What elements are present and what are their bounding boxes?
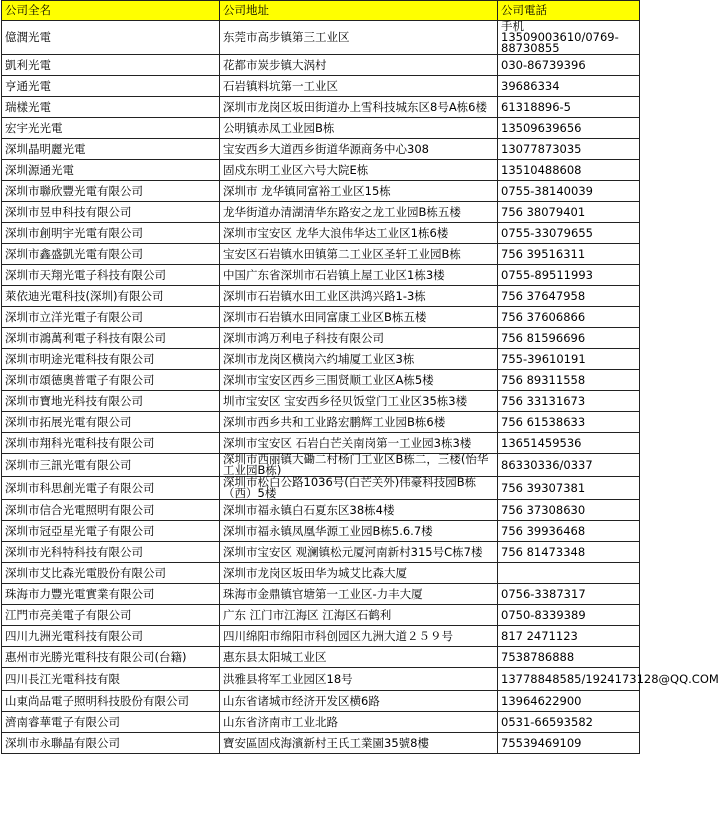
cell-address: 深圳市宝安区 观澜镇松元厦河南新村315号C栋7楼 <box>220 542 498 563</box>
cell-address: 深圳市福永镇白石夏东区38栋4楼 <box>220 500 498 521</box>
cell-name: 深圳市天翔光電子科技有限公司 <box>2 265 220 286</box>
cell-name: 四川九洲光電科技有限公司 <box>2 626 220 647</box>
cell-name: 深圳市鑫盛凱光電有限公司 <box>2 244 220 265</box>
cell-name: 深圳晶明麗光電 <box>2 139 220 160</box>
cell-address: 公明镇赤凤工业园B栋 <box>220 118 498 139</box>
table-header-row <box>2 1 640 21</box>
cell-name: 深圳市鴻萬利電子科技有限公司 <box>2 328 220 349</box>
table-row <box>2 500 640 521</box>
cell-address: 圳市宝安区 宝安西乡径贝饭堂门工业区35栋3楼 <box>220 391 498 412</box>
cell-address: 宝安区石岩镇水田镇第二工业区圣轩工业园B栋 <box>220 244 498 265</box>
cell-name: 深圳市光科特科技有限公司 <box>2 542 220 563</box>
cell-phone: 13651459536 <box>498 433 640 454</box>
cell-phone: 61318896-5 <box>498 97 640 118</box>
cell-phone: 756 61538633 <box>498 412 640 433</box>
cell-phone: 0750-8339389 <box>498 605 640 626</box>
cell-phone: 755-39610191 <box>498 349 640 370</box>
cell-address: 深圳市石岩镇水田工业区洪鸿兴路1-3栋 <box>220 286 498 307</box>
cell-phone: 756 39307381 <box>498 477 640 500</box>
cell-phone <box>498 563 640 584</box>
cell-name: 深圳市立洋光電子有限公司 <box>2 307 220 328</box>
cell-phone: 13077873035 <box>498 139 640 160</box>
table-row <box>2 605 640 626</box>
cell-phone: 7538786888 <box>498 647 640 668</box>
cell-name: 深圳市三訊光電有限公司 <box>2 454 220 477</box>
cell-address: 龙华街道办清湖清华东路安之龙工业园B栋五楼 <box>220 202 498 223</box>
cell-name: 深圳市聯欣豐光電有限公司 <box>2 181 220 202</box>
cell-phone: 13510488608 <box>498 160 640 181</box>
cell-phone: 13509639656 <box>498 118 640 139</box>
table-row <box>2 349 640 370</box>
table-row <box>2 55 640 76</box>
cell-address: 山东省济南市工业北路 <box>220 712 498 733</box>
cell-name: 深圳市翔科光電科技有限公司 <box>2 433 220 454</box>
cell-name: 江門市亮美電子有限公司 <box>2 605 220 626</box>
cell-address: 固戍东明工业区六号大院E栋 <box>220 160 498 181</box>
company-table <box>1 0 719 754</box>
table-row <box>2 160 640 181</box>
table-row <box>2 647 640 668</box>
cell-phone: 756 81473348 <box>498 542 640 563</box>
cell-phone: 756 37606866 <box>498 307 640 328</box>
table-row <box>2 668 640 691</box>
cell-address: 深圳市龙岗区坂田街道办上雪科技城东区8号A栋6楼 <box>220 97 498 118</box>
cell-address: 深圳市宝安区西乡三围贤顺工业区A栋5楼 <box>220 370 498 391</box>
table-row <box>2 307 640 328</box>
cell-name: 萊依迪光電科技(深圳)有限公司 <box>2 286 220 307</box>
cell-address: 深圳市石岩镇水田同富康工业区B栋五楼 <box>220 307 498 328</box>
cell-name: 深圳市信合光電照明有限公司 <box>2 500 220 521</box>
cell-address: 深圳市西丽镇大磡二村杨门工业区B栋二，三楼(怡华工业园B栋) <box>220 454 498 477</box>
table-row <box>2 202 640 223</box>
cell-name: 深圳市明途光電科技有限公司 <box>2 349 220 370</box>
cell-name: 深圳市科思創光電子有限公司 <box>2 477 220 500</box>
cell-name: 亨通光電 <box>2 76 220 97</box>
table-row <box>2 244 640 265</box>
table-row <box>2 584 640 605</box>
cell-address: 宝安西乡大道西乡街道华源商务中心308 <box>220 139 498 160</box>
cell-phone: 756 37647958 <box>498 286 640 307</box>
cell-name: 深圳市艾比森光電股份有限公司 <box>2 563 220 584</box>
cell-phone: 0755-38140039 <box>498 181 640 202</box>
table-row <box>2 412 640 433</box>
table-row <box>2 265 640 286</box>
table-row <box>2 370 640 391</box>
cell-phone: 75539469109 <box>498 733 640 754</box>
table-row <box>2 626 640 647</box>
cell-address: 深圳市宝安区 龙华大浪伟华达工业区1栋6楼 <box>220 223 498 244</box>
table-row <box>2 286 640 307</box>
cell-name: 深圳市寶地光科技有限公司 <box>2 391 220 412</box>
cell-phone: 86330336/0337 <box>498 454 640 477</box>
header-name: 公司全名 <box>2 1 220 21</box>
cell-address: 中国广东省深圳市石岩镇上屋工业区1栋3楼 <box>220 265 498 286</box>
cell-address: 深圳市龙岗区横岗六约埔厦工业区3栋 <box>220 349 498 370</box>
table-row <box>2 454 640 477</box>
table-row <box>2 391 640 412</box>
table-row <box>2 328 640 349</box>
cell-name: 深圳市永聯晶有限公司 <box>2 733 220 754</box>
cell-address: 珠海市金鼎镇官塘第一工业区-力丰大厦 <box>220 584 498 605</box>
table-body <box>2 19 719 754</box>
cell-address: 花都市炭步镇大涡村 <box>220 55 498 76</box>
cell-name: 惠州市光勝光電科技有限公司(台籍) <box>2 647 220 668</box>
table-row <box>2 542 640 563</box>
cell-address: 深圳市 龙华镇同富裕工业区15栋 <box>220 181 498 202</box>
cell-phone: 0756-3387317 <box>498 584 640 605</box>
cell-name: 深圳市頌德奧普電子有限公司 <box>2 370 220 391</box>
cell-name: 珠海市力豐光電實業有限公司 <box>2 584 220 605</box>
cell-address: 东莞市高步镇第三工业区 <box>220 21 498 55</box>
table-row <box>2 477 640 500</box>
table-row <box>2 563 640 584</box>
cell-address: 寶安區固戍海濱新村王氏工業園35號8樓 <box>220 733 498 754</box>
cell-phone: 756 81596696 <box>498 328 640 349</box>
cell-name: 濟南睿華電子有限公司 <box>2 712 220 733</box>
cell-phone: 756 38079401 <box>498 202 640 223</box>
cell-name: 深圳市昱申科技有限公司 <box>2 202 220 223</box>
cell-phone: 0755-33079655 <box>498 223 640 244</box>
cell-name: 深圳源通光電 <box>2 160 220 181</box>
table-row <box>2 21 640 55</box>
cell-phone: 817 2471123 <box>498 626 640 647</box>
table-row <box>2 223 640 244</box>
table-row <box>2 712 640 733</box>
cell-address: 山东省诸城市经济开发区横6路 <box>220 691 498 712</box>
cell-address: 石岩镇料坑第一工业区 <box>220 76 498 97</box>
table-row <box>2 181 640 202</box>
table-row <box>2 691 640 712</box>
cell-phone: 0755-89511993 <box>498 265 640 286</box>
cell-phone: 手机13509003610/0769-88730855 <box>498 21 640 55</box>
cell-name: 山東尚品電子照明科技股份有限公司 <box>2 691 220 712</box>
cell-address: 深圳市西乡共和工业路宏鹏辉工业园B栋6楼 <box>220 412 498 433</box>
table-row <box>2 118 640 139</box>
cell-phone: 756 37308630 <box>498 500 640 521</box>
cell-phone: 13778848585/1924173128@QQ.COM <box>498 668 640 691</box>
cell-phone: 13964622900 <box>498 691 640 712</box>
cell-name: 宏宇光光電 <box>2 118 220 139</box>
table-row <box>2 521 640 542</box>
cell-address: 深圳市宝安区 石岩白芒关南岗第一工业园3栋3楼 <box>220 433 498 454</box>
cell-phone: 030-86739396 <box>498 55 640 76</box>
cell-name: 億潤光電 <box>2 21 220 55</box>
cell-phone: 756 39516311 <box>498 244 640 265</box>
table-row <box>2 433 640 454</box>
header-address: 公司地址 <box>220 1 498 21</box>
cell-address: 惠东县太阳城工业区 <box>220 647 498 668</box>
cell-name: 深圳市拓展光電有限公司 <box>2 412 220 433</box>
table-row <box>2 76 640 97</box>
cell-name: 瑞樣光電 <box>2 97 220 118</box>
table-row <box>2 733 640 754</box>
cell-address: 深圳市福永镇凤凰华源工业园B栋5.6.7楼 <box>220 521 498 542</box>
cell-phone: 756 33131673 <box>498 391 640 412</box>
cell-phone: 39686334 <box>498 76 640 97</box>
cell-address: 广东 江门市江海区 江海区石鹤利 <box>220 605 498 626</box>
cell-address: 深圳市松白公路1036号(白芒关外)伟豪科技园B栋（西）5楼 <box>220 477 498 500</box>
header-phone: 公司電話 <box>498 1 640 21</box>
table-row <box>2 97 640 118</box>
cell-name: 深圳市冠亞星光電子有限公司 <box>2 521 220 542</box>
cell-address: 深圳市龙岗区坂田华为城艾比森大厦 <box>220 563 498 584</box>
cell-phone: 756 39936468 <box>498 521 640 542</box>
cell-name: 凱利光電 <box>2 55 220 76</box>
cell-address: 四川绵阳市绵阳市科创园区九洲大道２５９号 <box>220 626 498 647</box>
cell-address: 深圳市鸿万利电子科技有限公司 <box>220 328 498 349</box>
cell-name: 深圳市創明宇光電有限公司 <box>2 223 220 244</box>
cell-phone: 0531-66593582 <box>498 712 640 733</box>
table-row <box>2 139 640 160</box>
cell-phone: 756 89311558 <box>498 370 640 391</box>
cell-name: 四川長江光電科技有限 <box>2 668 220 691</box>
cell-address: 洪雅县将军工业园区18号 <box>220 668 498 691</box>
